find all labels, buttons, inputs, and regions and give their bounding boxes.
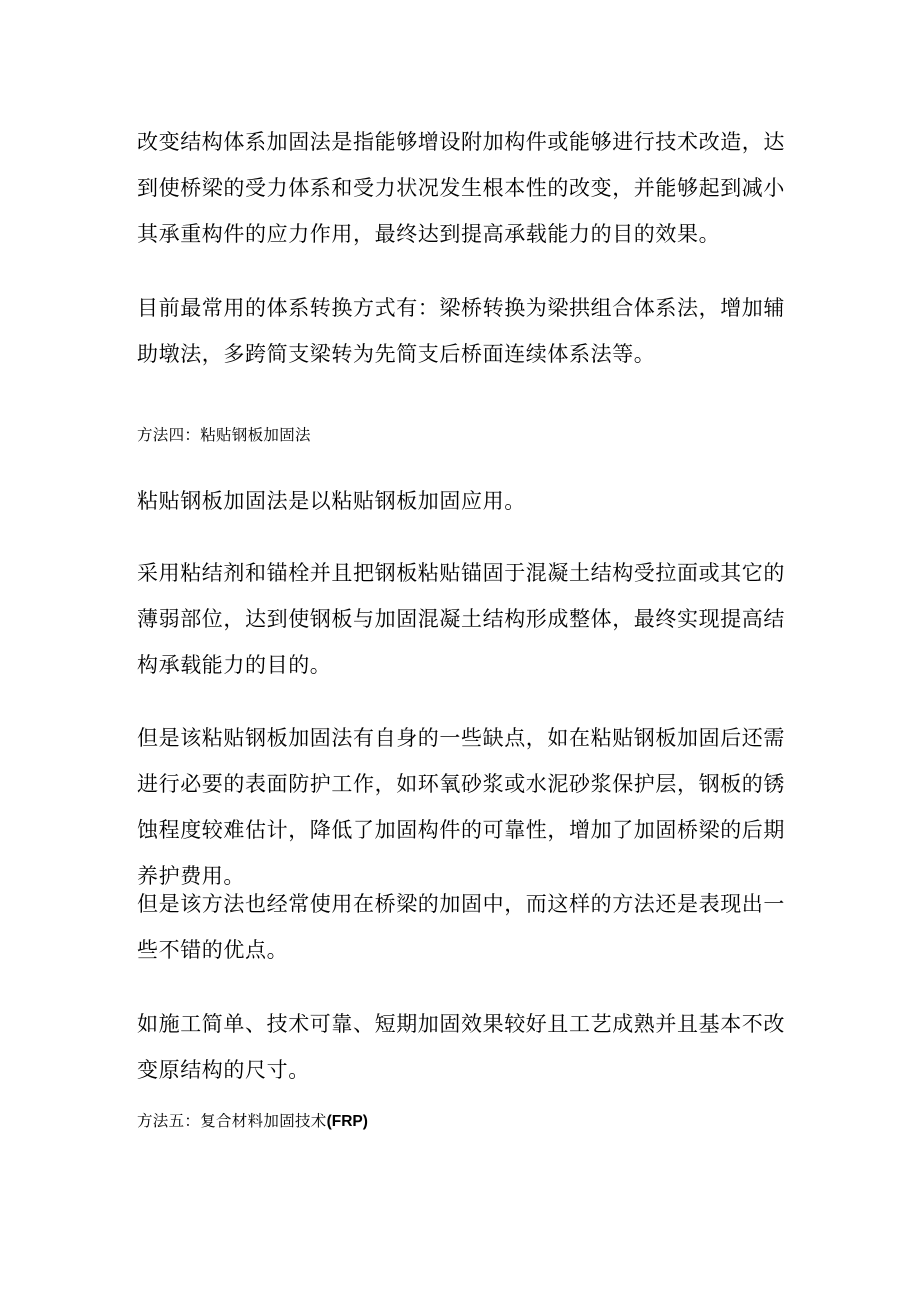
paragraph-system-conversion: 目前最常用的体系转换方式有：梁桥转换为梁拱组合体系法，增加辅助墩法，多跨简支梁转为先简支后桥面连续体系法等。 <box>137 296 785 366</box>
heading-method-five-abbrev: (FRP) <box>326 1113 368 1130</box>
heading-method-four: 方法四：粘贴钢板加固法 <box>137 426 311 444</box>
paragraph-steel-plate-benefits: 如施工简单、技术可靠、短期加固效果较好且工艺成熟并且基本不改变原结构的尺寸。 <box>137 1012 785 1082</box>
paragraph-steel-plate-method: 采用粘结剂和锚栓并且把钢板粘贴锚固于混凝土结构受拉面或其它的薄弱部位，达到使钢板与加固混凝土结构形成整体，最终实现提高结构承载能力的目的。 <box>137 561 785 677</box>
paragraph-steel-plate-drawbacks: 但是该粘贴钢板加固法有自身的一些缺点，如在粘贴钢板加固后还需进行必要的表面防护工作，如环氧砂浆或水泥砂浆保护层，钢板的锈蚀程度较难估计，降低了加固构件的可靠性，增加了加固桥梁的后期养护费用。 <box>137 726 785 888</box>
paragraph-steel-plate-advantages: 但是该方法也经常使用在桥梁的加固中，而这样的方法还是表现出一些不错的优点。 <box>137 892 785 962</box>
paragraph-steel-plate-intro: 粘贴钢板加固法是以粘贴钢板加固应用。 <box>137 489 526 513</box>
heading-method-five <box>137 1109 787 1134</box>
heading-method-five-text: 方法五：复合材料加固技术 <box>137 1112 327 1130</box>
paragraph-structure-system: 改变结构体系加固法是指能够增设附加构件或能够进行技术改造，达到使桥梁的受力体系和受力状况发生根本性的改变，并能够起到减小其承重构件的应力作用，最终达到提高承载能力的目的效果。 <box>137 130 785 246</box>
